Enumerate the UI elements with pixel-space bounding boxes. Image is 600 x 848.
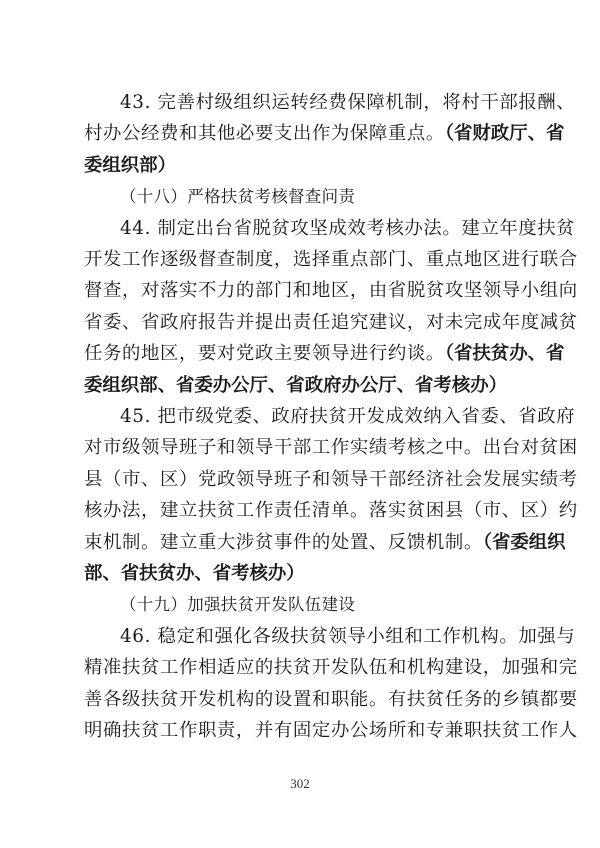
text-line: 明确扶贫工作职责，并有固定办公场所和专兼职扶贫工作人 [84,720,578,741]
responsible-dept: 委组织部） [84,154,176,176]
text-line: 对市级领导班子和领导干部工作实绩考核之中。出台对贫困 [84,437,578,459]
responsible-dept: （省委组织 [482,531,566,553]
page-number: 302 [290,776,310,791]
text-line: 44. 制定出台省脱贫攻坚成效考核办法。建立年度扶贫 [120,217,576,239]
text-line: 开发工作逐级督查制度，选择重点部门、重点地区进行联合 [84,249,578,270]
text-line: 善各级扶贫开发机构的设置和职能。有扶贫任务的乡镇都要 [84,688,578,710]
responsible-dept: 委组织部、省委办公厅、省政府办公厅、省考核办） [84,374,507,396]
text-line [84,155,520,177]
text-line: 省委、省政府报告并提出责任追究建议，对未完成年度减贫 [84,311,578,333]
responsible-dept: （省财政厅、省 [444,123,565,145]
responsible-dept: （省扶贫办、省 [444,343,565,365]
text-line [84,563,520,585]
text-line: 村办公经费和其他必要支出作为保障重点。（省财政厅、省 [84,123,565,145]
text-line: 45. 把市级党委、政府扶贫开发成效纳入省委、省政府 [120,406,576,427]
text-line: 县（市、区）党政领导班子和领导干部经济社会发展实绩考 [84,468,578,490]
section-heading: （十八）严格扶贫考核督查问责 [120,187,356,207]
text-line: 精准扶贫工作相适应的扶贫开发队伍和机构建设，加强和完 [84,657,578,679]
text-line: 核办法，建立扶贫工作责任清单。落实贫困县（市、区）约 [84,500,578,522]
responsible-dept: 部、省扶贫办、省考核办） [84,563,305,584]
text-line [84,375,520,397]
text-line: 43. 完善村级组织运转经费保障机制，将村干部报酬、 [120,92,576,113]
text-line: 督查，对落实不力的部门和地区，由省脱贫攻坚领导小组向 [84,280,578,302]
text-line: 束机制。建立重大涉贫事件的处置、反馈机制。（省委组织 [84,531,566,553]
text-line: 任务的地区，要对党政主要领导进行约谈。（省扶贫办、省 [84,343,565,365]
text-line: 46. 稳定和强化各级扶贫领导小组和工作机构。加强与 [120,625,576,647]
section-heading: （十九）加强扶贫开发队伍建设 [120,595,356,615]
